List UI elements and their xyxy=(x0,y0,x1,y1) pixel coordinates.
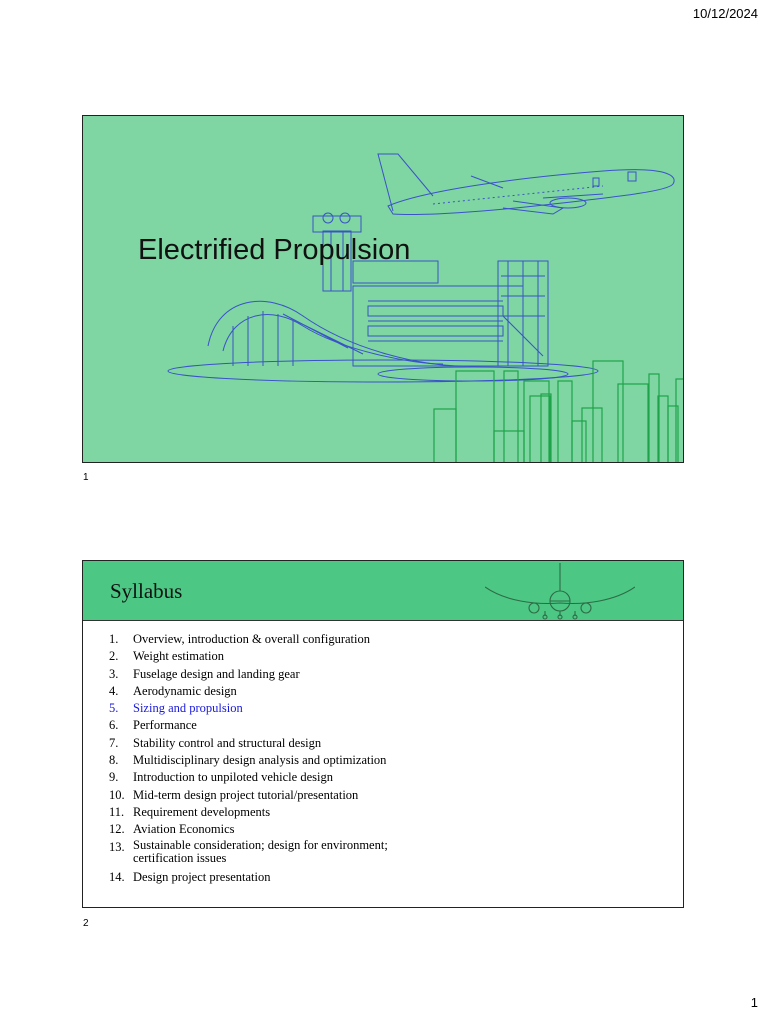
syllabus-list xyxy=(109,631,433,886)
list-item-current: 5. Sizing and propulsion xyxy=(109,701,243,716)
list-item: 1. Overview, introduction & overall configuration xyxy=(109,632,370,646)
list-item: 4. Aerodynamic design xyxy=(109,683,237,698)
page-number: 1 xyxy=(750,995,758,1010)
list-item: 14. Design project presentation xyxy=(109,869,271,884)
list-item: 3. Fuselage design and landing gear xyxy=(109,666,300,681)
list-item: 13. Sustainable consideration; design for environment; certification issues xyxy=(109,837,388,865)
list-item: 10. Mid-term design project tutorial/presentation xyxy=(109,787,359,802)
list-item: 8. Multidisciplinary design analysis and optimization xyxy=(109,753,387,768)
list-item: 2. Weight estimation xyxy=(109,649,224,664)
terminal-building-icon xyxy=(168,261,598,382)
slide-header xyxy=(83,561,683,621)
slide-number: 1 xyxy=(83,472,89,483)
list-item: 9. Introduction to unpiloted vehicle design xyxy=(109,770,333,785)
airplane-icon xyxy=(378,154,674,215)
airport-illustration xyxy=(83,116,684,463)
city-buildings-icon xyxy=(434,361,684,463)
list-item: 6. Performance xyxy=(109,718,197,733)
airplane-front-icon xyxy=(485,561,635,621)
list-item: 11. Requirement developments xyxy=(109,804,271,819)
list-item: 7. Stability control and structural design xyxy=(109,735,322,750)
slide-number: 2 xyxy=(83,918,89,929)
list-item: 12. Aviation Economics xyxy=(109,822,235,837)
slide-title: Syllabus xyxy=(110,579,183,603)
title-slide xyxy=(82,115,684,463)
syllabus-slide xyxy=(82,560,684,908)
slide-title: Electrified Propulsion xyxy=(138,234,411,266)
print-date: 10/12/2024 xyxy=(692,6,758,21)
